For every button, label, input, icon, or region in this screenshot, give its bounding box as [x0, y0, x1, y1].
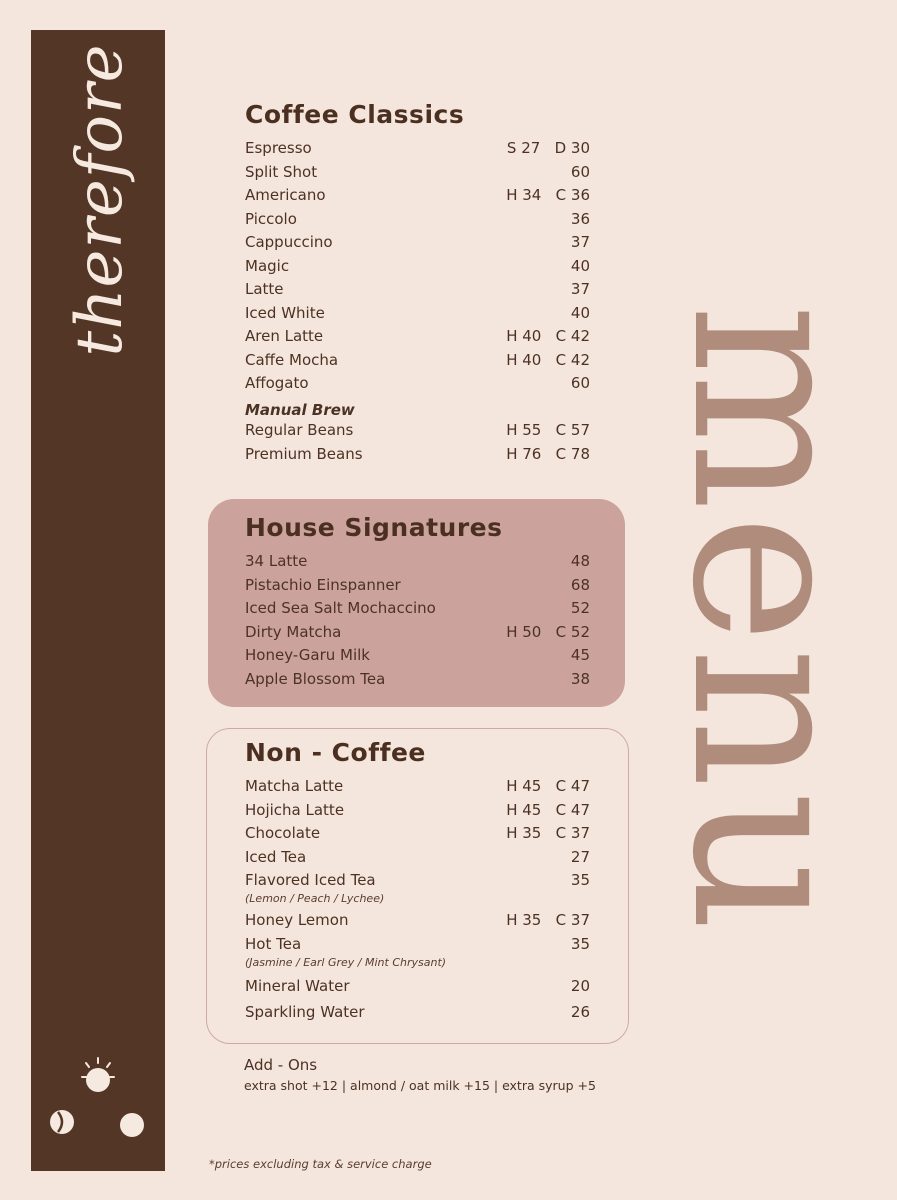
item-price: H 35 C 37	[506, 824, 590, 842]
item-name: Split Shot	[245, 162, 318, 181]
menu-item	[245, 935, 590, 969]
item-name: Chocolate	[245, 824, 321, 842]
menu-item	[245, 552, 590, 576]
menu-item	[245, 977, 590, 1003]
price-footnote: *prices excluding tax & service charge	[209, 1157, 432, 1171]
item-name: Matcha Latte	[245, 777, 344, 795]
section-title: House Signatures	[245, 513, 503, 542]
item-price: 36	[570, 209, 590, 228]
addons-details: extra shot +12 | almond / oat milk +15 | extra syrup +5	[244, 1078, 596, 1093]
menu-item	[245, 801, 590, 825]
item-name: Iced Sea Salt Mochaccino	[245, 599, 436, 617]
item-price: 45	[570, 646, 590, 664]
item-price: H 34 C 36	[506, 186, 590, 204]
item-price: H 40 C 42	[506, 327, 590, 345]
section-title: Coffee Classics	[245, 100, 465, 129]
menu-item	[245, 233, 590, 257]
menu-item	[245, 139, 590, 163]
item-price: 38	[570, 669, 590, 688]
menu-item	[245, 576, 590, 600]
section-title: Non - Coffee	[245, 738, 426, 767]
item-name: Premium Beans	[245, 444, 363, 463]
item-name: Regular Beans	[245, 421, 354, 439]
item-price: H 35 C 37	[506, 911, 590, 929]
item-name: Pistachio Einspanner	[245, 575, 401, 594]
item-name: Magic	[245, 256, 290, 275]
menu-decorative-word: menu	[644, 303, 897, 937]
item-name: Caffe Mocha	[245, 350, 339, 369]
menu-item	[245, 777, 590, 801]
item-price: 27	[570, 847, 590, 866]
item-name: Piccolo	[245, 209, 297, 228]
item-price: 60	[570, 374, 590, 392]
coffee-beans-icon	[40, 1052, 160, 1152]
item-name: Apple Blossom Tea	[245, 669, 386, 688]
item-name: Americano	[245, 186, 326, 204]
menu-item	[245, 911, 590, 935]
item-price: H 50 C 52	[506, 622, 590, 641]
menu-item	[245, 646, 590, 670]
item-price: 20	[570, 976, 590, 995]
menu-item	[245, 670, 590, 694]
item-price: H 45 C 47	[506, 777, 590, 795]
menu-item	[245, 848, 590, 872]
item-name: Sparkling Water	[245, 1002, 365, 1021]
menu-item	[245, 257, 590, 281]
item-name: Affogato	[245, 374, 309, 392]
item-name: Hot Tea	[245, 934, 302, 953]
menu-item	[245, 210, 590, 234]
menu-item	[245, 304, 590, 328]
menu-item	[245, 327, 590, 351]
addons-title: Add - Ons	[244, 1056, 318, 1074]
item-price: 52	[570, 599, 590, 617]
item-price: 35	[570, 934, 590, 953]
item-name: Hojicha Latte	[245, 800, 345, 819]
menu-item	[245, 163, 590, 187]
item-price: S 27 D 30	[506, 139, 590, 157]
item-name: Mineral Water	[245, 976, 350, 995]
item-name: Aren Latte	[245, 327, 324, 345]
item-price: 40	[570, 256, 590, 275]
item-price: H 40 C 42	[506, 350, 590, 369]
item-price: 40	[570, 303, 590, 322]
menu-item	[245, 623, 590, 647]
item-note: (Jasmine / Earl Grey / Mint Chrysant)	[245, 955, 447, 969]
item-price: 35	[570, 871, 590, 889]
item-name: Dirty Matcha	[245, 622, 342, 641]
menu-item	[245, 1003, 590, 1029]
menu-item	[245, 186, 590, 210]
item-name: 34 Latte	[245, 552, 308, 570]
item-name: Iced Tea	[245, 847, 307, 866]
item-price: 68	[570, 575, 590, 594]
menu-item	[245, 374, 590, 398]
item-name: Flavored Iced Tea	[245, 871, 376, 889]
item-name: Latte	[245, 280, 284, 298]
item-price: 48	[570, 552, 590, 570]
menu-item	[245, 280, 590, 304]
item-price: 26	[570, 1002, 590, 1021]
manual-brew-subheading: Manual Brew	[245, 400, 355, 419]
item-price: 60	[570, 162, 590, 181]
item-price: 37	[570, 280, 590, 298]
menu-item	[245, 351, 590, 375]
menu-item	[245, 445, 590, 469]
item-name: Honey-Garu Milk	[245, 646, 370, 664]
menu-item	[245, 421, 590, 445]
addons-section	[244, 1056, 596, 1093]
item-price: H 55 C 57	[506, 421, 590, 439]
coffee-classics-section	[245, 100, 590, 468]
item-note: (Lemon / Peach / Lychee)	[245, 892, 385, 905]
menu-item	[245, 824, 590, 848]
brand-logo-therefore: therefore	[63, 43, 137, 357]
non-coffee-section	[245, 738, 590, 1029]
item-price: 37	[570, 233, 590, 251]
house-signatures-section	[245, 513, 590, 693]
item-name: Iced White	[245, 303, 325, 322]
menu-item	[245, 871, 590, 905]
item-name: Cappuccino	[245, 233, 333, 251]
item-name: Honey Lemon	[245, 911, 349, 929]
menu-item	[245, 599, 590, 623]
item-price: H 76 C 78	[506, 444, 590, 463]
item-price: H 45 C 47	[506, 800, 590, 819]
item-name: Espresso	[245, 139, 312, 157]
